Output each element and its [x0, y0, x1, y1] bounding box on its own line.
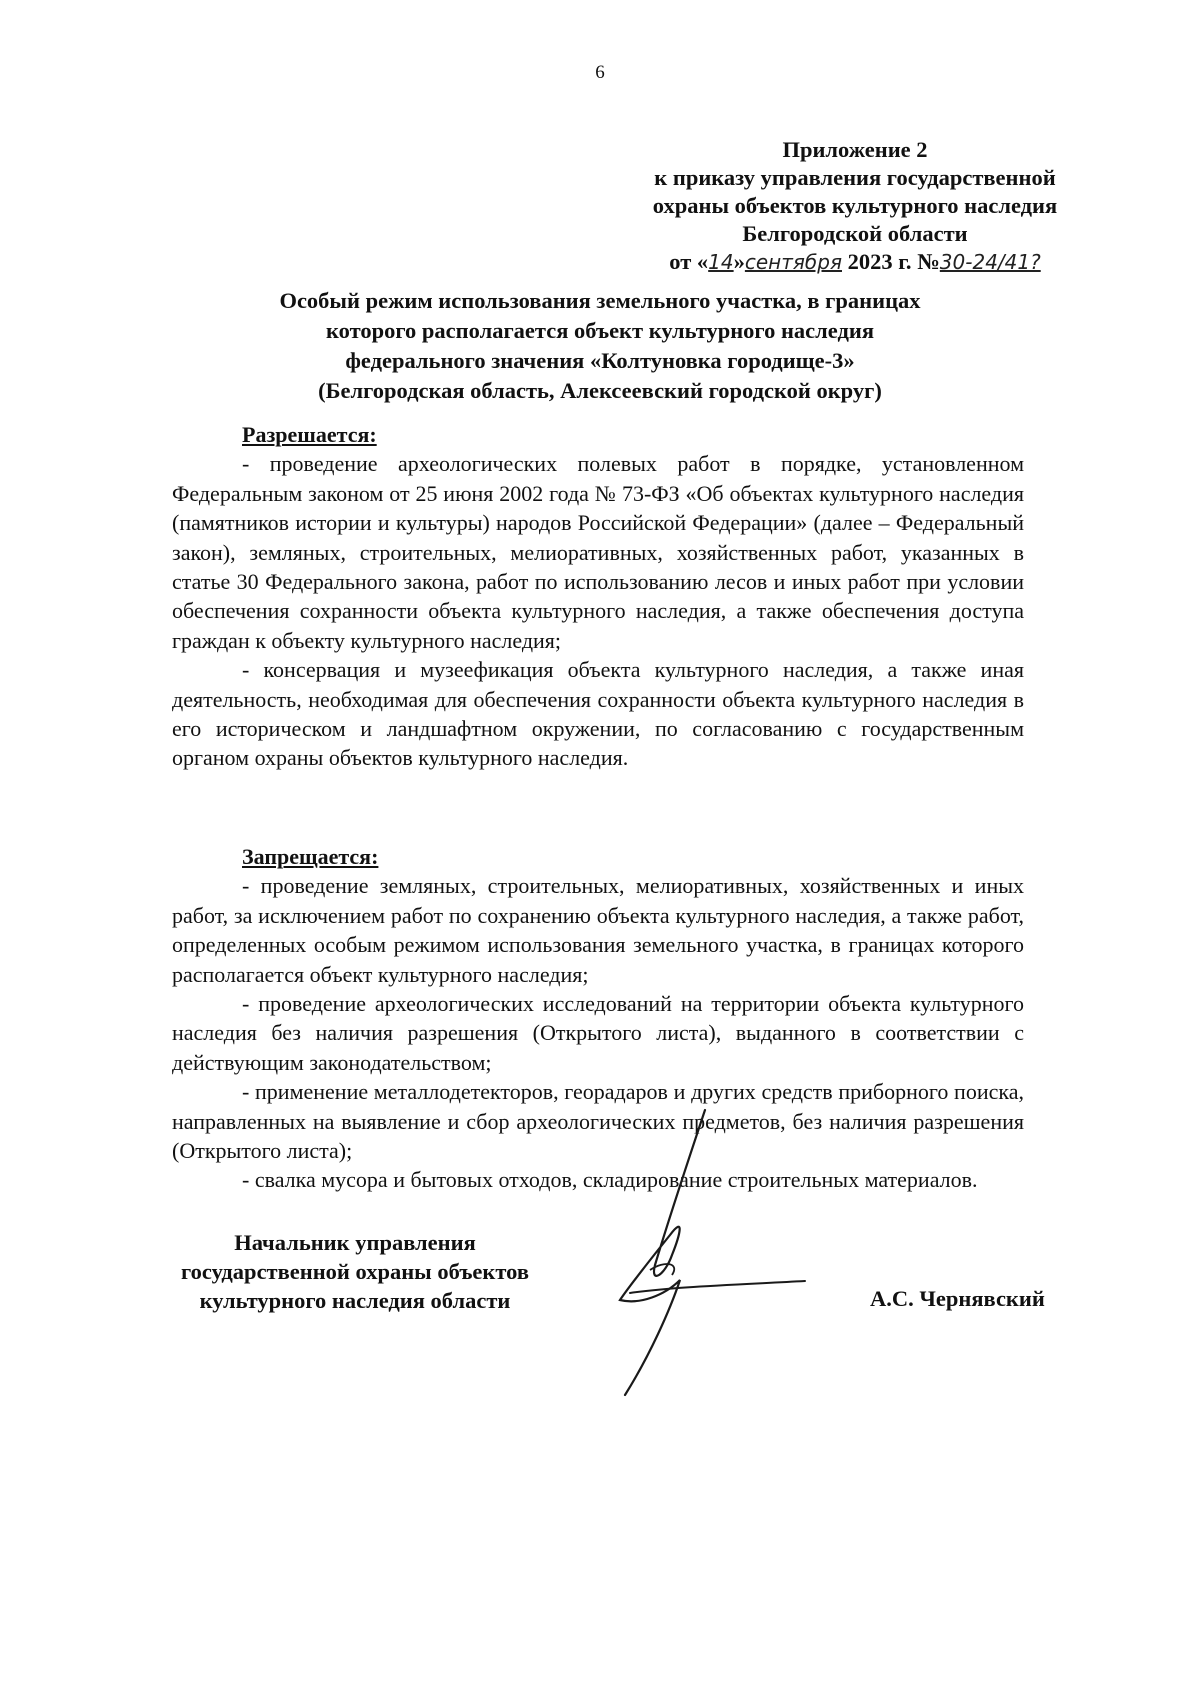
allowed-section: [172, 420, 1024, 773]
forbidden-section: [172, 842, 1024, 1195]
position-line: Начальник управления: [234, 1230, 476, 1255]
order-year: 2023 г. №: [847, 249, 940, 274]
position-line: государственной охраны объектов: [181, 1259, 529, 1284]
forbidden-heading: Запрещается:: [242, 844, 379, 869]
date-prefix: от «: [669, 249, 709, 274]
title-line: федерального значения «Колтуновка городище-3»: [345, 348, 855, 373]
signatory-position: [160, 1228, 550, 1315]
allowed-item: - проведение археологических полевых работ в порядке, установленном Федеральным законом от 25 июня 2002 года № 73-ФЗ «Об объектах культурного наследия (памятников истории и культуры) народов Российской Федерации» (далее – Федеральный закон), земляных, строительных, мелиоративных, хозяйственных работ, указанных в статье 30 Федерального закона, работ по использованию лесов и иных работ при условии обеспечения сохранности объекта культурного наследия, а также обеспечения доступа граждан к объекту культурного наследия;: [172, 451, 1024, 653]
handwritten-month: сентября: [744, 250, 842, 274]
forbidden-item: - проведение земляных, строительных, мелиоративных, хозяйственных и иных работ, за исключением работ по сохранению объекта культурного наследия, а также работ, определенных особым режимом использования земельного участка, в границах которого располагается объект культурного наследия;: [172, 873, 1024, 987]
page-number: 6: [595, 62, 605, 83]
document-title: [170, 286, 1030, 406]
allowed-heading: Разрешается:: [242, 422, 377, 447]
forbidden-item: - проведение археологических исследований на территории объекта культурного наследия без наличия разрешения (Открытого листа), выданного в соответствии с действующим законодательством;: [172, 991, 1024, 1075]
handwritten-order-number: 30-24/41?: [939, 250, 1041, 274]
appendix-line: к приказу управления государственной: [654, 165, 1056, 190]
allowed-item: - консервация и музеефикация объекта культурного наследия, а также иная деятельность, необходимая для обеспечения сохранности объекта культурного наследия в его историческом и ландшафтном окружении, по согласованию с государственным органом охраны объектов культурного наследия.: [172, 657, 1024, 771]
title-line: Особый режим использования земельного участка, в границах: [279, 288, 921, 313]
handwritten-signature: [610, 1095, 850, 1415]
appendix-title: Приложение 2: [782, 137, 928, 162]
appendix-header: [640, 136, 1070, 276]
signatory-name: А.С. Чернявский: [870, 1286, 1045, 1311]
handwritten-day: 14: [708, 250, 734, 274]
date-mid: »: [733, 249, 745, 274]
position-line: культурного наследия области: [199, 1288, 511, 1313]
appendix-line: Белгородской области: [742, 221, 968, 246]
forbidden-item: - свалка мусора и бытовых отходов, складирование строительных материалов.: [242, 1167, 978, 1193]
title-line: которого располагается объект культурного наследия: [325, 318, 874, 343]
title-line: (Белгородская область, Алексеевский городской округ): [318, 378, 882, 403]
appendix-line: охраны объектов культурного наследия: [652, 193, 1058, 218]
forbidden-item: - применение металлодетекторов, георадаров и других средств приборного поиска, направленных на выявление и сбор археологических предметов, без наличия разрешения (Открытого листа);: [172, 1079, 1024, 1164]
order-date-line: [640, 248, 1070, 276]
